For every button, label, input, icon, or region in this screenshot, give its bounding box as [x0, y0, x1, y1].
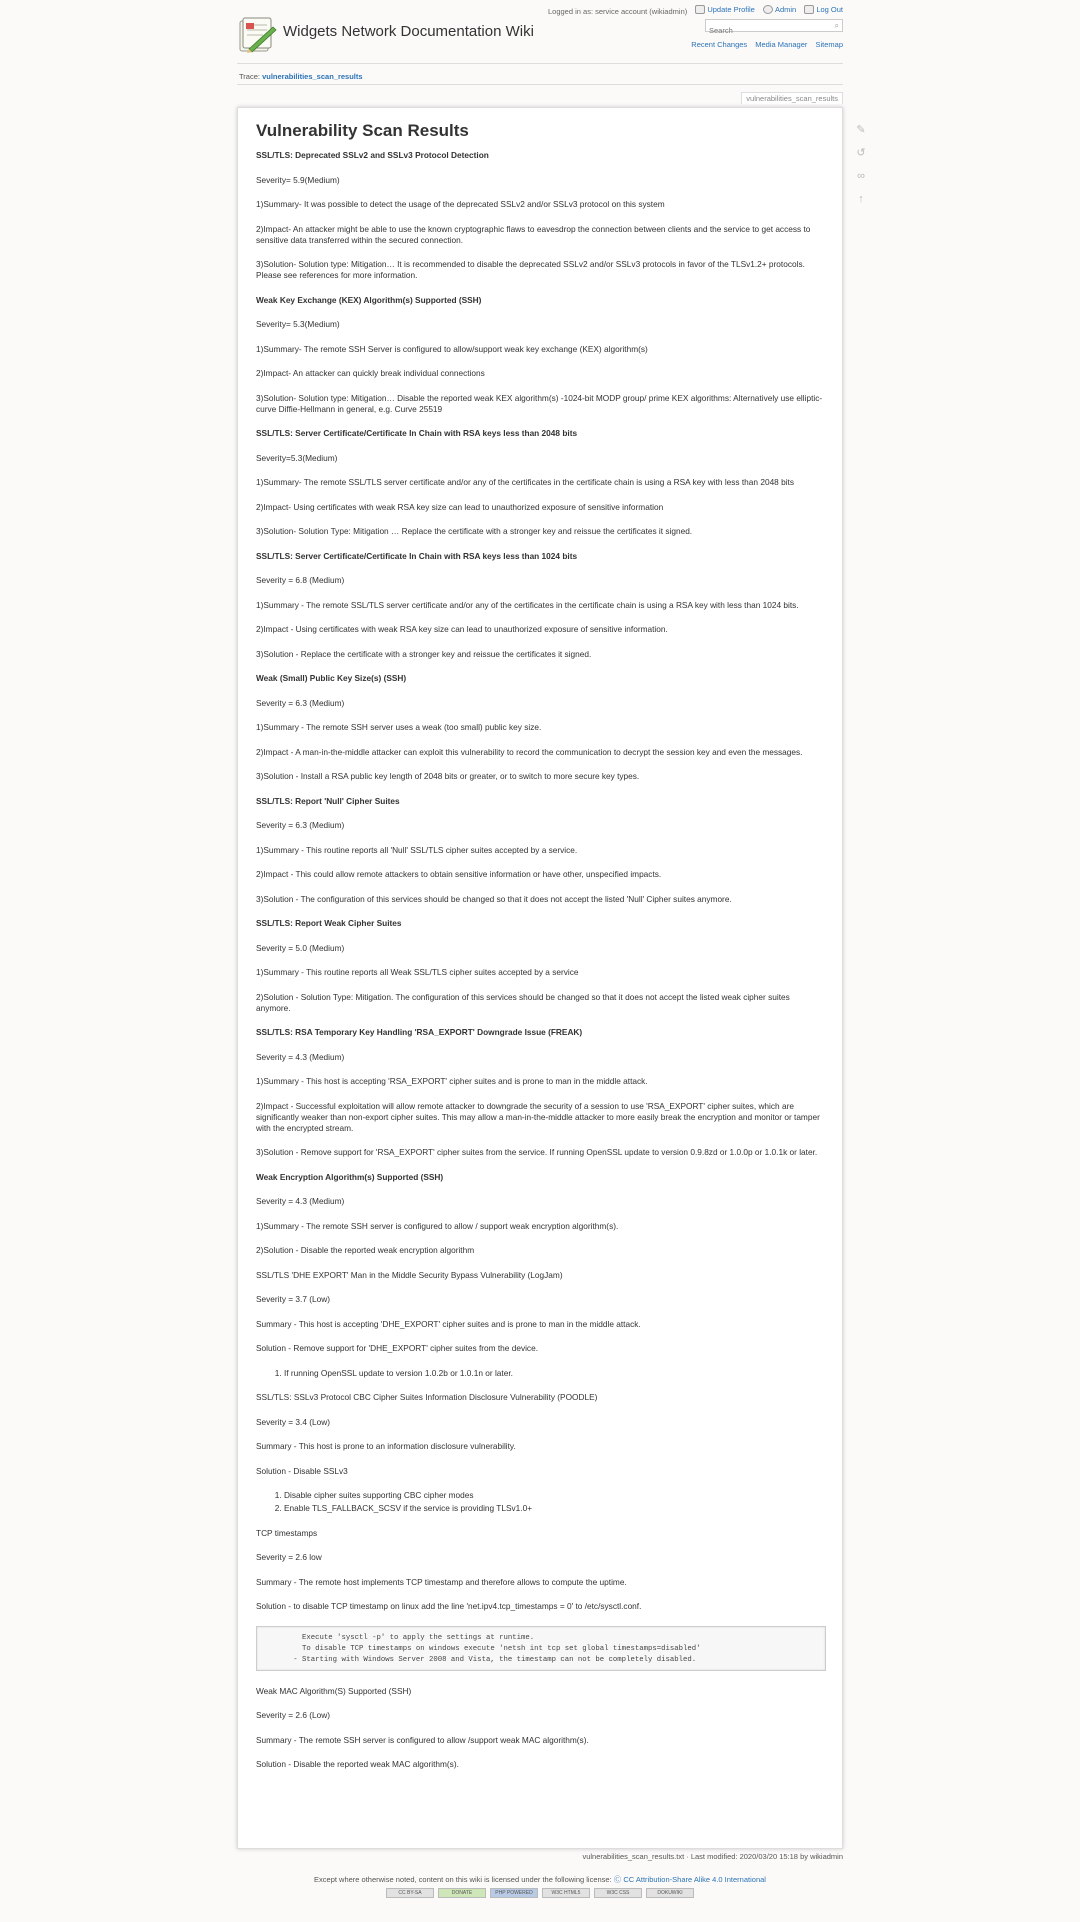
- paragraph: 3)Solution - The configuration of this services should be changed so that it does not accept the listed 'Null' Cipher suites anymore.: [256, 893, 732, 904]
- severity-text: Severity = 2.6 (Low): [256, 1710, 331, 1720]
- ordered-list: [256, 1368, 826, 1379]
- paragraph: 1)Summary - The remote SSH server is configured to allow / support weak encryption algorithm(s).: [256, 1220, 619, 1231]
- paragraph: 3)Solution - Install a RSA public key length of 2048 bits or greater, or to switch to more secure key types.: [256, 771, 640, 781]
- paragraph: Summary - This host is accepting 'DHE_EXPORT' cipher suites and is prone to man in the middle attack.: [256, 1318, 641, 1329]
- section-heading: Weak MAC Algorithm(S) Supported (SSH): [256, 1685, 412, 1696]
- logout-label: Log Out: [816, 5, 843, 14]
- section-heading: SSL/TLS: Report 'Null' Cipher Suites: [256, 795, 400, 806]
- article: [256, 120, 826, 1784]
- doc-info: vulnerabilities_scan_results.txt · Last modified: 2020/03/20 15:18 by wikiadmin: [582, 1852, 843, 1861]
- header-divider: [237, 63, 843, 64]
- section-heading: Weak Key Exchange (KEX) Algorithm(s) Supported (SSH): [256, 294, 482, 305]
- section-heading: SSL/TLS: Deprecated SSLv2 and SSLv3 Protocol Detection: [256, 150, 489, 160]
- severity-text: Severity = 5.0 (Medium): [256, 942, 345, 953]
- paragraph: 2)Impact - Using certificates with weak RSA key size can lead to unauthorized exposure of sensitive information.: [256, 624, 668, 634]
- dokuwiki-button[interactable]: DOKUWIKI: [646, 1888, 694, 1898]
- recent-changes-link[interactable]: Recent Changes: [691, 40, 748, 49]
- cc-by-sa-button[interactable]: CC BY-SA: [386, 1888, 434, 1898]
- paragraph: 2)Impact - Successful exploitation will allow remote attacker to downgrade the security of a session to use 'RSA_EXPORT' cipher suites, which are significantly weaker than non-export cipher suites. This may allow a man-in-the-middle attacker to more easily break the encryption and monitor or tamper with the encrypted stream.: [256, 1100, 820, 1133]
- paragraph: 2)Impact - This could allow remote attackers to obtain sensitive information or have other, unspecified impacts.: [256, 869, 662, 879]
- list-item: 2. Enable TLS_FALLBACK_SCSV if the service is providing TLSv1.0+: [284, 1503, 826, 1514]
- page-tools: [855, 124, 869, 216]
- admin-gear-icon: [763, 5, 773, 14]
- severity-text: Severity = 4.3 (Medium): [256, 1196, 345, 1206]
- license-text: Except where otherwise noted, content on this wiki is licensed under the following license:: [314, 1875, 612, 1884]
- section-heading: SSL/TLS: Server Certificate/Certificate In Chain with RSA keys less than 1024 bits: [256, 550, 578, 561]
- paragraph: 3)Solution- Solution type: Mitigation… Disable the reported weak KEX algorithm(s) -1024-bit MODP group/ prime KEX algorithms: Alternatively use elliptic-curve Diffie-Hellmann in general, e.g. Curve 25519: [256, 392, 823, 414]
- header: [237, 0, 843, 70]
- site-title[interactable]: Widgets Network Documentation Wiki: [283, 23, 534, 40]
- paragraph: 2)Impact- An attacker might be able to use the known cryptographic flaws to eavesdrop the connection between clients and the service to get access to sensitive data transferred within the secured connection.: [256, 223, 811, 245]
- paragraph: Summary - The remote host implements TCP timestamp and therefore allows to compute the uptime.: [256, 1576, 627, 1587]
- paragraph: 3)Solution - Remove support for 'RSA_EXPORT' cipher suites from the service. If running OpenSSL update to version 0.9.8zd or 1.0.0p or 1.0.1k or later.: [256, 1147, 818, 1157]
- section-heading: TCP timestamps: [256, 1527, 318, 1538]
- search-box: [705, 19, 843, 32]
- paragraph: 1)Summary- The remote SSH Server is configured to allow/support weak key exchange (KEX) algorithm(s): [256, 343, 648, 354]
- page-title: Vulnerability Scan Results: [256, 121, 469, 140]
- paragraph: Solution - to disable TCP timestamp on linux add the line 'net.ipv4.tcp_timestamps = 0' to /etc/sysctl.conf.: [256, 1601, 642, 1611]
- css-button[interactable]: W3C CSS: [594, 1888, 642, 1898]
- update-profile-label: Update Profile: [707, 5, 755, 14]
- paragraph: 1)Summary - This routine reports all 'Null' SSL/TLS cipher suites accepted by a service.: [256, 844, 578, 855]
- paragraph: Solution - Disable the reported weak MAC algorithm(s).: [256, 1759, 459, 1769]
- sitemap-link[interactable]: Sitemap: [815, 40, 843, 49]
- update-profile-link[interactable]: [695, 5, 755, 14]
- paragraph: Summary - The remote SSH server is configured to allow /support weak MAC algorithm(s).: [256, 1734, 589, 1745]
- paragraph: 1)Summary- It was possible to detect the usage of the deprecated SSLv2 and/or SSLv3 protocol on this system: [256, 199, 665, 209]
- paragraph: 2)Impact - A man-in-the-middle attacker can exploit this vulnerability to record the communication to decrypt the session key and even the messages.: [256, 746, 803, 757]
- paragraph: 3)Solution - Replace the certificate with a stronger key and reissue the certificates it signed.: [256, 648, 592, 659]
- severity-text: Severity = 3.7 (Low): [256, 1294, 331, 1304]
- severity-text: Severity = 2.6 low: [256, 1552, 322, 1562]
- severity-text: Severity= 5.9(Medium): [256, 174, 340, 185]
- donate-button[interactable]: DONATE: [438, 1888, 486, 1898]
- php-powered-button[interactable]: PHP POWERED: [490, 1888, 538, 1898]
- paragraph: Solution - Disable SSLv3: [256, 1465, 348, 1476]
- section-heading: SSL/TLS: RSA Temporary Key Handling 'RSA_EXPORT' Downgrade Issue (FREAK): [256, 1027, 583, 1037]
- code-block: Execute 'sysctl -p' to apply the settings at runtime. To disable TCP timestamps on windows execute 'netsh int tcp set global timestamps=disabled' - Starting with Windows Server 2008 and Vista, the timestamp can not be completely disabled.: [256, 1626, 826, 1671]
- section-heading: Weak Encryption Algorithm(s) Supported (SSH): [256, 1171, 444, 1182]
- admin-label: Admin: [774, 5, 797, 14]
- paragraph: 2)Solution - Solution Type: Mitigation. The configuration of this services should be changed so that it does not accept the listed weak cipher suites anymore.: [256, 991, 790, 1013]
- paragraph: 3)Solution- Solution type: Mitigation… It is recommended to disable the deprecated SSLv2 and/or SSLv3 protocols in favor of the TLSv1.2+ protocols. Please see references for more information.: [256, 259, 805, 280]
- profile-icon: [695, 5, 705, 14]
- severity-text: Severity = 6.3 (Medium): [256, 697, 345, 708]
- media-manager-link[interactable]: Media Manager: [755, 40, 808, 49]
- paragraph: 1)Summary- The remote SSL/TLS server certificate and/or any of the certificates in the certificate chain is using a RSA key with less than 2048 bits: [256, 477, 795, 487]
- section-heading: SSL/TLS: Server Certificate/Certificate In Chain with RSA keys less than 2048 bits: [256, 428, 578, 438]
- footer-buttons: [237, 1888, 843, 1898]
- list-item: 1. Disable cipher suites supporting CBC cipher modes: [284, 1490, 826, 1501]
- page-content: [237, 107, 843, 1849]
- html5-button[interactable]: W3C HTML5: [542, 1888, 590, 1898]
- paragraph: 1)Summary - This host is accepting 'RSA_EXPORT' cipher suites and is prone to man in the middle attack.: [256, 1076, 648, 1086]
- section-heading: SSL/TLS: SSLv3 Protocol CBC Cipher Suites Information Disclosure Vulnerability (POODLE): [256, 1392, 598, 1402]
- section-heading: Weak (Small) Public Key Size(s) (SSH): [256, 673, 407, 683]
- paragraph: 1)Summary - This routine reports all Weak SSL/TLS cipher suites accepted by a service: [256, 967, 579, 977]
- license-link[interactable]: CC Attribution-Share Alike 4.0 International: [623, 1875, 766, 1884]
- dokuwiki-logo-icon[interactable]: [237, 15, 277, 55]
- paragraph: 1)Summary - The remote SSL/TLS server certificate and/or any of the certificates in the certificate chain is using a RSA key with less than 1024 bits.: [256, 599, 799, 610]
- severity-text: Severity = 6.3 (Medium): [256, 820, 345, 830]
- breadcrumb-link[interactable]: vulnerabilities_scan_results: [262, 72, 363, 81]
- page-wrapper: [237, 0, 843, 1896]
- severity-text: Severity=5.3(Medium): [256, 452, 338, 463]
- paragraph: Solution - Remove support for 'DHE_EXPORT' cipher suites from the device.: [256, 1343, 539, 1353]
- backlinks-icon[interactable]: ∞: [857, 170, 865, 182]
- paragraph: 3)Solution- Solution Type: Mitigation … Replace the certificate with a stronger key and reissue the certificates it signed.: [256, 526, 693, 536]
- page-id[interactable]: vulnerabilities_scan_results: [741, 92, 843, 104]
- search-icon[interactable]: ⌕: [834, 21, 839, 30]
- section-heading: SSL/TLS 'DHE EXPORT' Man in the Middle Security Bypass Vulnerability (LogJam): [256, 1269, 563, 1280]
- section-heading: SSL/TLS: Report Weak Cipher Suites: [256, 918, 402, 928]
- severity-text: Severity = 6.8 (Medium): [256, 575, 345, 585]
- site-tools: [685, 40, 843, 49]
- breadcrumb-divider: [237, 84, 843, 85]
- severity-text: Severity= 5.3(Medium): [256, 319, 340, 329]
- back-to-top-icon[interactable]: ↑: [858, 193, 864, 205]
- cc-icon: Ⓒ: [613, 1875, 622, 1884]
- severity-text: Severity = 3.4 (Low): [256, 1416, 331, 1427]
- paragraph: 2)Impact- Using certificates with weak RSA key size can lead to unauthorized exposure of sensitive information: [256, 501, 664, 512]
- logged-in-text: Logged in as: service account (wikiadmin): [548, 7, 688, 16]
- breadcrumb-label: Trace:: [239, 72, 260, 81]
- old-revisions-icon[interactable]: ↺: [856, 147, 866, 159]
- severity-text: Severity = 4.3 (Medium): [256, 1051, 345, 1062]
- paragraph: 2)Solution - Disable the reported weak encryption algorithm: [256, 1245, 475, 1255]
- logout-link[interactable]: [804, 5, 843, 14]
- user-tools: [548, 5, 843, 16]
- ordered-list: [256, 1490, 826, 1514]
- logout-icon: [804, 5, 814, 14]
- list-item: 1. If running OpenSSL update to version 1.0.2b or 1.0.1n or later.: [284, 1368, 826, 1379]
- search-input[interactable]: [706, 25, 822, 36]
- paragraph: Summary - This host is prone to an information disclosure vulnerability.: [256, 1441, 516, 1451]
- admin-link[interactable]: [763, 5, 796, 14]
- edit-page-icon[interactable]: ✎: [856, 124, 866, 136]
- paragraph: 1)Summary - The remote SSH server uses a weak (too small) public key size.: [256, 722, 542, 732]
- license-notice: [237, 1874, 843, 1885]
- breadcrumb: [239, 72, 363, 81]
- paragraph: 2)Impact- An attacker can quickly break individual connections: [256, 368, 485, 378]
